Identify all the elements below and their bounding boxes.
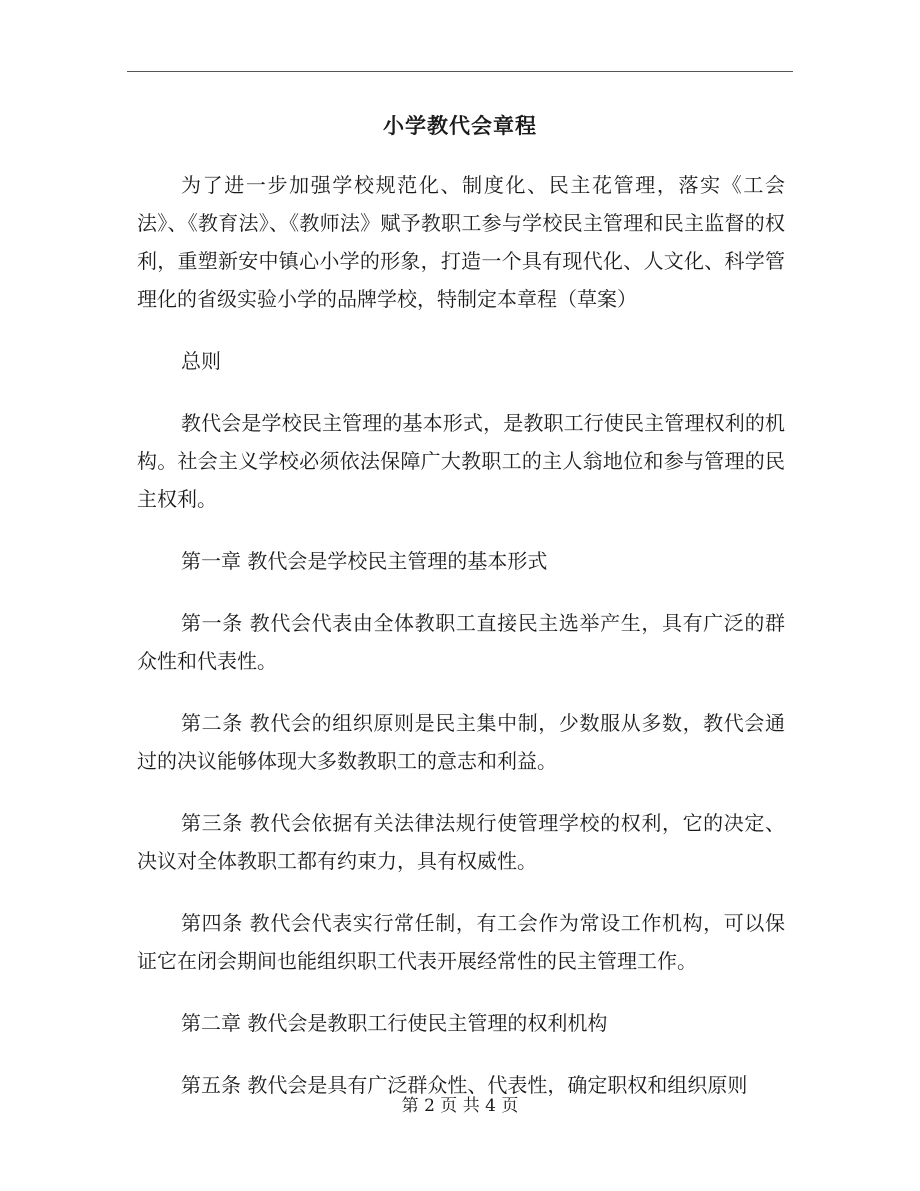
article-3: 第三条 教代会依据有关法律法规行使管理学校的权利，它的决定、决议对全体教职工都有约束力，具有权威性。 — [137, 811, 785, 873]
article-4: 第四条 教代会代表实行常任制，有工会作为常设工作机构，可以保证它在闭会期间也能组织职工代表开展经常性的民主管理工作。 — [137, 911, 785, 973]
article-2: 第二条 教代会的组织原则是民主集中制，少数服从多数，教代会通过的决议能够体现大多数教职工的意志和利益。 — [137, 711, 785, 773]
footer-mid: 页 共 — [440, 1096, 480, 1116]
document-body — [137, 166, 785, 1128]
document-title: 小学教代会章程 — [383, 113, 537, 138]
header-rule — [127, 71, 793, 72]
chapter-2-heading: 第二章 教代会是教职工行使民主管理的权利机构 — [181, 1011, 608, 1035]
chapter-1-heading: 第一章 教代会是学校民主管理的基本形式 — [181, 549, 548, 573]
general-paragraph: 教代会是学校民主管理的基本形式，是教职工行使民主管理权利的机构。社会主义学校必须依法保障广大教职工的主人翁地位和参与管理的民主权利。 — [137, 411, 785, 511]
article-1: 第一条 教代会代表由全体教职工直接民主选举产生，具有广泛的群众性和代表性。 — [137, 611, 785, 673]
footer-prefix: 第 — [401, 1096, 419, 1116]
page-footer — [0, 1092, 920, 1120]
footer-current-page: 2 — [424, 1096, 435, 1116]
intro-paragraph: 为了进一步加强学校规范化、制度化、民主花管理，落实《工会法》、《教育法》、《教师法》赋予教职工参与学校民主管理和民主监督的权利，重塑新安中镇心小学的形象，打造一个具有现代化、人文化、科学管理化的省级实验小学的品牌学校，特制定本章程（草案） — [137, 173, 785, 311]
section-heading-general: 总则 — [181, 349, 221, 373]
footer-suffix: 页 — [501, 1096, 519, 1116]
article-5: 第五条 教代会是具有广泛群众性、代表性，确定职权和组织原则 — [181, 1073, 748, 1097]
footer-total-pages: 4 — [485, 1096, 496, 1116]
